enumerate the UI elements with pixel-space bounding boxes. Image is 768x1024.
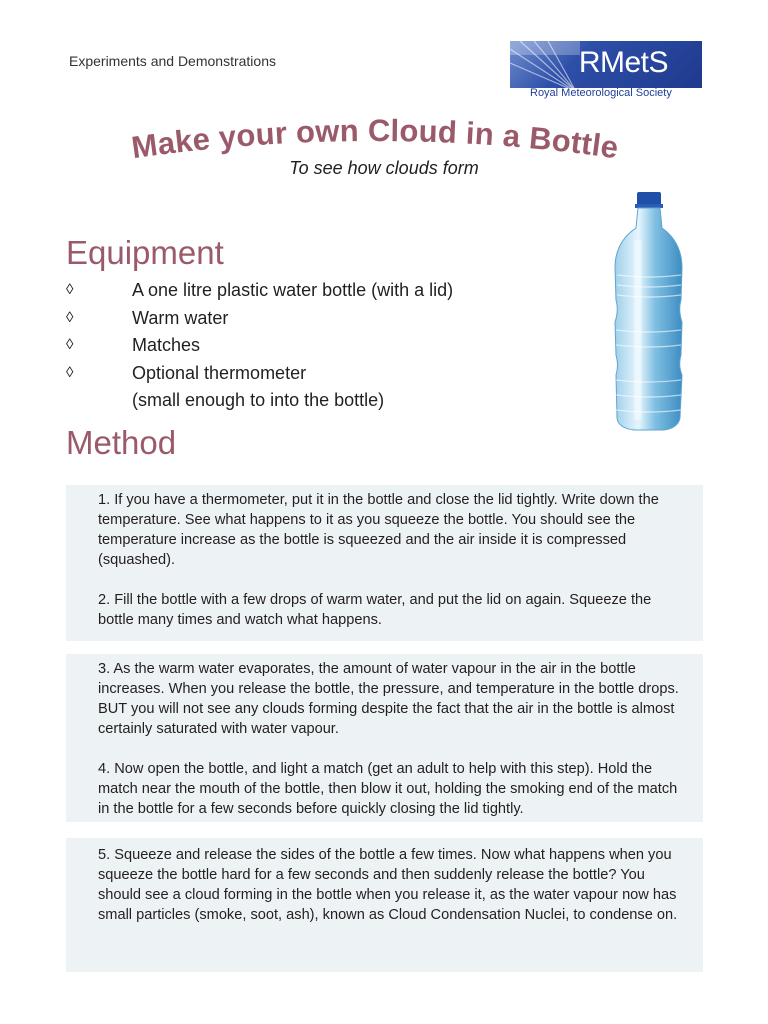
method-step-2: 2. Fill the bottle with a few drops of warm water, and put the lid on again. Squeeze the bottle many times and watch what happens. [98, 592, 652, 628]
equipment-list [66, 278, 453, 416]
list-item: ◊ A one litre plastic water bottle (with a lid) [66, 278, 453, 306]
subtitle: To see how clouds form [289, 158, 479, 178]
method-step-4: 4. Now open the bottle, and light a match (get an adult to help with this step). Hold the match near the mouth of the bottle, then blow it out, holding the smoking end of the match in the bottle for a few seconds before quickly closing the lid tightly. [98, 761, 678, 817]
title-text: Make your own Cloud in a Bottle [129, 112, 621, 166]
equipment-heading: Equipment [66, 234, 224, 271]
method-step-1: 1. If you have a thermometer, put it in the bottle and close the lid tightly. Write down the temperature. See what happens to it as you squeeze the bottle. You should see the temperature increase as the bottle is squeezed and the air inside it is compressed (squashed). [98, 492, 659, 568]
method-box-3 [66, 838, 703, 972]
method-box-2 [66, 654, 703, 822]
list-item: ◊ Matches [66, 333, 453, 361]
bullet-icon: ◊ [66, 363, 74, 381]
method-heading: Method [66, 424, 177, 461]
list-item: (small enough to into the bottle) [132, 390, 385, 410]
logo-box [510, 41, 702, 88]
method-step-3: 3. As the warm water evaporates, the amount of water vapour in the air in the bottle increases. When you release the bottle, the pressure, and temperature in the bottle drops. BUT you will not see any clouds forming despite the fact that the air in the bottle is almost certainly saturated with water vapour. [98, 661, 679, 737]
method-box-1 [66, 485, 703, 641]
list-item: ◊ Warm water [66, 306, 453, 334]
logo-org-name: Royal Meteorological Society [530, 87, 672, 99]
method-step-5: 5. Squeeze and release the sides of the bottle a few times. Now what happens when you squeeze the bottle hard for a few seconds and then suddenly release the bottle? You should see a cloud forming in the bottle when you release it, as the water vapour now has small particles (smoke, soot, ash), known as Cloud Condensation Nuclei, to condense on. [98, 847, 678, 923]
header-label: Experiments and Demonstrations [69, 53, 276, 69]
list-item: ◊ Optional thermometer [66, 361, 453, 389]
bullet-icon: ◊ [66, 336, 74, 353]
logo-mark: RMetS [578, 46, 668, 79]
bullet-icon: ◊ [66, 281, 74, 298]
rmets-logo [510, 41, 702, 103]
water-bottle-icon [594, 180, 744, 442]
bullet-icon: ◊ [66, 308, 74, 326]
